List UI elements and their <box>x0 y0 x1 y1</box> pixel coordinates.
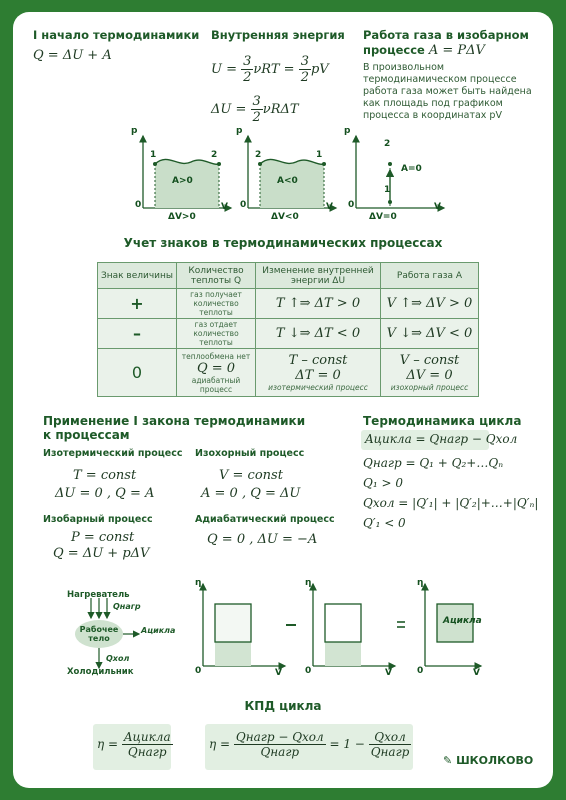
graph2-point-2: 2 <box>255 150 262 160</box>
graph2-dv-sign: ΔV<0 <box>271 212 299 222</box>
graph3-axis-v: V <box>434 202 441 212</box>
cooler-label: Холодильник <box>67 667 134 677</box>
col-work: Работа газа A <box>381 263 479 289</box>
isothermal-title: Изотермический процесс <box>43 448 183 459</box>
graph1-work-sign: A>0 <box>172 176 193 186</box>
internal-energy-title: Внутренняя энергия <box>211 28 345 42</box>
table-row: + газ получает количество теплоты T ↑⇒ ΔT > 0 V ↑⇒ ΔV > 0 <box>98 289 479 319</box>
graph3-axis-p: p <box>344 126 351 136</box>
cycle3-origin: 0 <box>417 666 424 676</box>
cycle-f4: Qхол = |Q′₁| + |Q′₂|+…+|Q′ₙ| <box>363 496 539 510</box>
graph3-origin: 0 <box>348 200 355 210</box>
graph1-point-2: 2 <box>211 150 218 160</box>
signs-table <box>97 262 479 397</box>
col-heat: Количество теплоты Q <box>177 263 256 289</box>
heater-label: Нагреватель <box>67 590 130 600</box>
internal-energy-formula-du: ΔU = $\frac{3}{2}$ νRΔT <box>211 94 299 125</box>
cycle3-area-label: Aцикла <box>443 616 482 626</box>
graph-zero-work <box>356 136 444 208</box>
graph3-dv-sign: ΔV=0 <box>369 212 397 222</box>
first-law-formula: Q = ΔU + A <box>33 48 112 63</box>
cycle-f2: Qнагр = Q₁ + Q₂+…Qₙ <box>363 456 504 470</box>
cycle-f5: Q′₁ < 0 <box>363 516 406 530</box>
table-row: 0 теплообмена нет Q = 0 адиабатный процесс T – const ΔT = 0 изотермический процесс V – const ΔV = 0 изохорный процесс <box>98 349 479 397</box>
cheat-sheet <box>13 12 553 788</box>
cycle-graphs <box>183 574 483 680</box>
cycle3-axis-v: V <box>473 668 480 678</box>
efficiency-title: КПД цикла <box>244 699 322 713</box>
application-title: Применение I закона термодинамики к процессам <box>43 414 306 442</box>
gas-work-description: В произвольном термодинамическом процессе работа газа может быть найдена как площадь под графиком процесса в координатах pV <box>363 62 532 121</box>
a-cycle-label: Aцикла <box>141 626 176 635</box>
adiabatic-f1: Q = 0 , ΔU = −A <box>207 532 318 547</box>
graph2-axis-v: V <box>326 202 333 212</box>
isochoric-title: Изохорный процесс <box>195 448 305 459</box>
col-energy: Изменение внутренней энергии ΔU <box>256 263 381 289</box>
graph3-work-sign: A=0 <box>401 164 422 174</box>
internal-energy-formula-u: U = $\frac{3}{2}$ νRT = $\frac{3}{2}$ pV <box>211 54 329 85</box>
graph2-point-1: 1 <box>316 150 323 160</box>
signs-title: Учет знаков в термодинамических процессах <box>123 236 443 250</box>
cycle3-axis-eta: η <box>417 578 424 588</box>
isobaric-f1: P = const <box>71 530 135 545</box>
efficiency-formula-1: η = $\frac{\text{Aцикла}}{\text{Qнагр}}$ <box>97 730 171 759</box>
cycle2-origin: 0 <box>305 666 312 676</box>
first-law-title: I начало термодинамики <box>33 28 200 42</box>
isobaric-f2: Q = ΔU + pΔV <box>53 546 150 561</box>
graph3-point-1: 1 <box>384 185 391 195</box>
q-cold-label: Qхол <box>106 654 130 663</box>
cycle1-axis-eta: η <box>195 578 202 588</box>
table-row: – газ отдает количество теплоты T ↓⇒ ΔT < 0 V ↓⇒ ΔV < 0 <box>98 319 479 349</box>
graph3-point-2: 2 <box>384 139 391 149</box>
cycle1-origin: 0 <box>195 666 202 676</box>
graph1-dv-sign: ΔV>0 <box>168 212 196 222</box>
graph-positive-work <box>143 136 231 208</box>
isochoric-f2: A = 0 , Q = ΔU <box>201 486 301 501</box>
graph1-axis-v: V <box>221 202 228 212</box>
efficiency-formula-2: η = $\frac{\text{Qнагр − Qхол}}{\text{Qнагр}}$ = 1 − $\frac{\text{Qхол}}{\text{Qнагр}}$ <box>209 730 410 759</box>
cycle2-axis-eta: η <box>305 578 312 588</box>
cycle-f3: Q₁ > 0 <box>363 476 403 490</box>
graph2-axis-p: p <box>236 126 243 136</box>
cycle2-axis-v: V <box>385 668 392 678</box>
working-body-label: Рабочее тело <box>79 625 119 643</box>
cycle-title: Термодинамика цикла <box>363 414 522 428</box>
graph2-work-sign: A<0 <box>277 176 298 186</box>
q-heat-label: Qнагр <box>113 602 141 611</box>
isothermal-f2: ΔU = 0 , Q = A <box>55 486 155 501</box>
isobaric-title: Изобарный процесс <box>43 514 153 525</box>
graph-negative-work <box>248 136 336 208</box>
gas-work-title: Работа газа в изобарном процессе A = PΔV <box>363 28 529 58</box>
cycle-f1: Aцикла = Qнагр − Qхол <box>365 432 518 446</box>
graph1-point-1: 1 <box>150 150 157 160</box>
graph2-origin: 0 <box>240 200 247 210</box>
graph1-axis-p: p <box>131 126 138 136</box>
adiabatic-title: Адиабатический процесс <box>195 514 335 525</box>
isothermal-f1: T = const <box>73 468 137 483</box>
pencil-icon: ✎ <box>443 754 453 767</box>
graph1-origin: 0 <box>135 200 142 210</box>
isochoric-f1: V = const <box>219 468 283 483</box>
cycle1-axis-v: V <box>275 668 282 678</box>
brand-logo: ✎ ШКОЛКОВО <box>443 754 534 767</box>
col-sign: Знак величины <box>98 263 177 289</box>
